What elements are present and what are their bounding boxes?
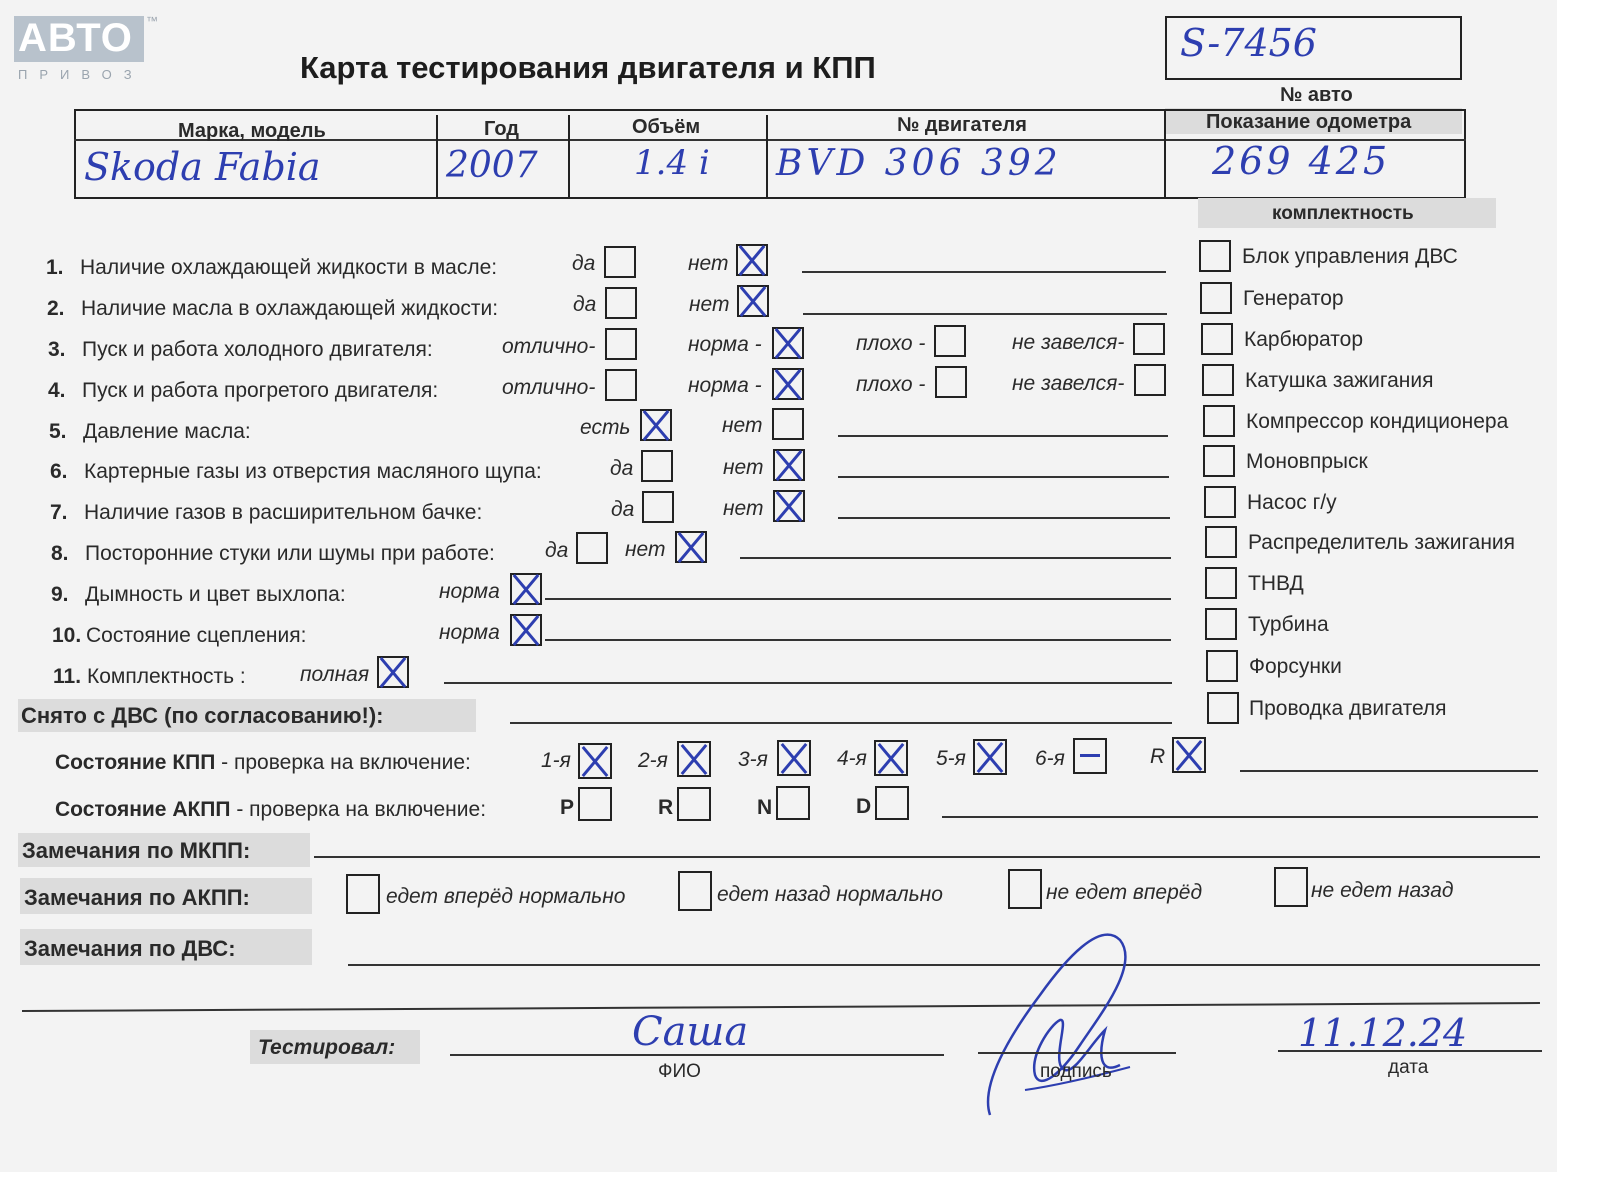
akpp-no-backward-checkbox[interactable] — [1274, 867, 1308, 907]
completeness-checkbox-distributor[interactable] — [1205, 526, 1237, 558]
check-8-note-line — [740, 557, 1171, 559]
check-8-opt-yes-label: да — [545, 539, 569, 562]
completeness-item-distributor: Распределитель зажигания — [1248, 531, 1516, 554]
volume-value: 1.4 i — [634, 143, 710, 183]
akpp-d-checkbox[interactable] — [875, 786, 909, 820]
check-6-label: Картерные газы из отверстия масляного щупа: — [84, 460, 542, 483]
gear-3-checkbox[interactable] — [777, 740, 811, 776]
check-2-yes-checkbox[interactable] — [605, 287, 637, 319]
check-8-label: Посторонние стуки или шумы при работе: — [85, 542, 495, 565]
logo-tm: ™ — [146, 14, 158, 28]
gear-r-checkbox[interactable] — [1172, 737, 1206, 773]
check-4-opt-normal-label: норма - — [688, 374, 762, 397]
mkpp-note-line — [1240, 770, 1538, 772]
logo — [14, 14, 158, 82]
auto-number-value: S-7456 — [1180, 21, 1317, 65]
check-6-number: 6. — [50, 460, 68, 483]
check-7-opt-yes-label: да — [611, 498, 635, 521]
remarks-akpp-label: Замечания по АКПП: — [24, 885, 250, 910]
check-1-opt-no-label: нет — [688, 252, 729, 275]
date-line — [1278, 1050, 1542, 1052]
check-10-opt-normal-label: норма — [439, 621, 500, 644]
check-7-note-line — [838, 517, 1170, 519]
mkpp-label — [55, 752, 471, 773]
check-3-label: Пуск и работа холодного двигателя: — [82, 338, 433, 361]
akpp-backward-ok-label: едет назад нормально — [717, 883, 943, 906]
check-11-full-checkbox[interactable] — [377, 656, 409, 688]
remarks-mkpp-line — [314, 856, 1540, 858]
check-3-number: 3. — [48, 338, 66, 361]
remarks-dvs-label: Замечания по ДВС: — [24, 936, 236, 961]
check-11-number: 11. — [53, 665, 82, 688]
check-5-opt-no-label: нет — [722, 414, 763, 437]
completeness-item-generator: Генератор — [1243, 287, 1344, 310]
check-1-opt-yes-label: да — [572, 252, 596, 275]
check-6-opt-yes-label: да — [610, 457, 634, 480]
check-2-no-checkbox[interactable] — [737, 285, 769, 317]
check-8-no-checkbox[interactable] — [675, 531, 707, 563]
check-2-label: Наличие масла в охлаждающей жидкости: — [81, 297, 499, 320]
sign-label: подпись — [1040, 1061, 1112, 1082]
completeness-item-turbine: Турбина — [1248, 613, 1329, 636]
check-7-no-checkbox[interactable] — [773, 490, 805, 522]
tester-name: Саша — [632, 1009, 749, 1055]
vehicle-col-sep-1 — [436, 115, 438, 197]
year-label: Год — [484, 118, 519, 140]
odometer-label: Показание одометра — [1206, 111, 1412, 133]
signature-stroke — [988, 935, 1125, 1115]
completeness-checkbox-ac-compressor[interactable] — [1203, 405, 1235, 437]
akpp-note-line — [942, 816, 1538, 818]
check-9-normal-checkbox[interactable] — [510, 573, 542, 605]
check-3-opt-normal-label: норма - — [688, 333, 762, 356]
akpp-p-checkbox[interactable] — [578, 787, 612, 821]
vehicle-col-sep-3 — [766, 115, 768, 197]
check-6-no-checkbox[interactable] — [773, 449, 805, 481]
check-11-label: Комплектность : — [87, 665, 246, 688]
mkpp-label-bold: Состояние КПП — [55, 751, 216, 774]
completeness-item-wiring: Проводка двигателя — [1249, 697, 1447, 720]
remarks-mkpp-label: Замечания по МКПП: — [22, 838, 251, 863]
check-7-number: 7. — [50, 501, 68, 524]
gear-2-label: 2-я — [638, 749, 668, 772]
gear-2-checkbox[interactable] — [677, 741, 711, 777]
akpp-n-label: N — [757, 796, 773, 819]
check-9-label: Дымность и цвет выхлопа: — [85, 583, 346, 606]
tested-label: Тестировал: — [258, 1036, 396, 1059]
check-3-normal-checkbox[interactable] — [772, 327, 804, 359]
removed-label: Снято с ДВС (по согласованию!): — [21, 703, 384, 728]
check-6-note-line — [838, 476, 1169, 478]
completeness-item-carburetor: Карбюратор — [1244, 328, 1364, 351]
completeness-checkbox-mono-injection[interactable] — [1203, 445, 1235, 477]
check-4-bad-checkbox[interactable] — [935, 366, 967, 398]
logo-text: АВТО — [18, 16, 133, 60]
year-value: 2007 — [446, 145, 538, 186]
completeness-checkbox-power-steering-pump[interactable] — [1204, 486, 1236, 518]
gear-6-label: 6-я — [1035, 747, 1065, 770]
completeness-item-injection-pump: ТНВД — [1248, 572, 1304, 595]
engine-label: № двигателя — [897, 114, 1027, 136]
check-10-label: Состояние сцепления: — [86, 624, 307, 647]
check-3-opt-excellent-label: отлично- — [502, 335, 596, 358]
check-3-opt-bad-label: плохо - — [856, 332, 926, 355]
odometer-value: 269 425 — [1212, 139, 1391, 183]
check-6-opt-no-label: нет — [723, 456, 764, 479]
gear-4-label: 4-я — [837, 747, 867, 770]
akpp-no-forward-checkbox[interactable] — [1008, 869, 1042, 909]
signature — [980, 925, 1140, 1120]
check-6-yes-checkbox[interactable] — [641, 450, 673, 482]
check-8-yes-checkbox[interactable] — [576, 532, 608, 564]
akpp-label-rest: - проверка на включение: — [230, 798, 487, 821]
akpp-forward-ok-label: едет вперёд нормально — [386, 885, 626, 908]
logo-subtext: ПРИВОЗ — [18, 67, 144, 82]
check-9-number: 9. — [51, 583, 69, 606]
check-1-no-checkbox[interactable] — [736, 244, 768, 276]
akpp-no-backward-label: не едет назад — [1311, 879, 1454, 902]
check-3-excellent-checkbox[interactable] — [605, 328, 637, 360]
check-1-number: 1. — [46, 256, 64, 279]
page-title: Карта тестирования двигателя и КПП — [300, 50, 876, 85]
check-8-number: 8. — [51, 542, 69, 565]
check-4-nostart-checkbox[interactable] — [1134, 364, 1166, 396]
fio-label: ФИО — [658, 1061, 701, 1082]
gear-r-label: R — [1150, 745, 1166, 768]
gear-1-checkbox[interactable] — [578, 743, 612, 779]
gear-5-checkbox[interactable] — [973, 739, 1007, 775]
completeness-checkbox-ignition-coil[interactable] — [1202, 364, 1234, 396]
completeness-checkbox-carburetor[interactable] — [1201, 323, 1233, 355]
gear-4-checkbox[interactable] — [874, 740, 908, 776]
check-10-normal-checkbox[interactable] — [510, 614, 542, 646]
date-label: дата — [1388, 1057, 1429, 1078]
removed-note-line — [510, 722, 1172, 724]
akpp-label-bold: Состояние АКПП — [55, 798, 231, 821]
completeness-title: комплектность — [1272, 203, 1414, 224]
sign-line — [978, 1052, 1176, 1054]
check-4-opt-bad-label: плохо - — [856, 373, 926, 396]
completeness-checkbox-injection-pump[interactable] — [1205, 567, 1237, 599]
check-11-note-line — [444, 682, 1172, 684]
check-8-opt-no-label: нет — [625, 538, 666, 561]
check-4-opt-excellent-label: отлично- — [502, 376, 596, 399]
check-2-note-line — [803, 313, 1167, 315]
remarks-dvs-line — [348, 964, 1540, 966]
akpp-r-checkbox[interactable] — [677, 787, 711, 821]
check-11-opt-full-label: полная — [300, 663, 370, 686]
check-4-number: 4. — [48, 379, 66, 402]
check-2-opt-yes-label: да — [573, 293, 597, 316]
completeness-item-mono-injection: Моновпрыск — [1246, 450, 1368, 473]
completeness-item-power-steering-pump: Насос г/у — [1247, 491, 1337, 514]
completeness-checkbox-ecu[interactable] — [1199, 240, 1231, 272]
check-5-no-checkbox[interactable] — [772, 408, 804, 440]
check-5-label: Давление масла: — [83, 420, 251, 443]
mkpp-label-rest: - проверка на включение: — [215, 751, 471, 774]
check-5-opt-yes-label: есть — [580, 416, 631, 439]
check-9-note-line — [545, 598, 1171, 600]
check-2-number: 2. — [47, 297, 65, 320]
name-line — [450, 1054, 944, 1056]
akpp-backward-ok-checkbox[interactable] — [678, 871, 712, 911]
vehicle-col-sep-4 — [1164, 109, 1166, 199]
check-7-opt-no-label: нет — [723, 497, 764, 520]
completeness-item-ignition-coil: Катушка зажигания — [1245, 369, 1434, 392]
check-4-excellent-checkbox[interactable] — [605, 369, 637, 401]
check-4-label: Пуск и работа прогретого двигателя: — [82, 379, 439, 402]
gear-1-label: 1-я — [541, 749, 571, 772]
check-1-label: Наличие охлаждающей жидкости в масле: — [80, 256, 498, 279]
check-10-note-line — [545, 639, 1171, 641]
check-7-yes-checkbox[interactable] — [642, 491, 674, 523]
akpp-no-forward-label: не едет вперёд — [1046, 881, 1203, 904]
check-9-opt-normal-label: норма — [439, 580, 500, 603]
check-4-normal-checkbox[interactable] — [772, 368, 804, 400]
check-3-nostart-checkbox[interactable] — [1133, 323, 1165, 355]
gear-6-checkbox[interactable] — [1073, 738, 1107, 774]
check-4-opt-nostart-label: не завелся- — [1012, 372, 1125, 395]
check-3-bad-checkbox[interactable] — [934, 325, 966, 357]
akpp-forward-ok-checkbox[interactable] — [346, 874, 380, 914]
akpp-r-label: R — [658, 796, 674, 819]
completeness-item-injectors: Форсунки — [1249, 655, 1342, 678]
check-5-number: 5. — [49, 420, 67, 443]
check-5-note-line — [838, 435, 1168, 437]
test-date: 11.12.24 — [1298, 1011, 1468, 1055]
completeness-checkbox-generator[interactable] — [1200, 282, 1232, 314]
gear-3-label: 3-я — [738, 748, 768, 771]
volume-label: Объём — [632, 116, 701, 138]
completeness-checkbox-turbine[interactable] — [1205, 608, 1237, 640]
completeness-checkbox-injectors[interactable] — [1206, 650, 1238, 682]
gear-5-label: 5-я — [936, 747, 966, 770]
make-label: Марка, модель — [178, 120, 326, 142]
check-10-number: 10. — [52, 624, 82, 647]
completeness-item-ac-compressor: Компрессор кондиционера — [1246, 410, 1509, 433]
check-1-yes-checkbox[interactable] — [604, 246, 636, 278]
check-5-yes-checkbox[interactable] — [640, 409, 672, 441]
check-2-opt-no-label: нет — [689, 293, 730, 316]
akpp-p-label: P — [560, 796, 575, 819]
check-7-label: Наличие газов в расширительном бачке: — [84, 501, 483, 524]
akpp-label — [55, 799, 486, 820]
completeness-checkbox-wiring[interactable] — [1207, 692, 1239, 724]
check-3-opt-nostart-label: не завелся- — [1012, 331, 1125, 354]
auto-number-label: № авто — [1280, 84, 1353, 106]
engine-value: BVD 306 392 — [776, 143, 1062, 184]
akpp-n-checkbox[interactable] — [776, 786, 810, 820]
completeness-item-ecu: Блок управления ДВС — [1242, 245, 1458, 268]
check-1-note-line — [802, 271, 1166, 273]
akpp-d-label: D — [856, 795, 872, 818]
make-value: Skoda Fabia — [84, 145, 321, 189]
vehicle-col-sep-2 — [568, 115, 570, 197]
